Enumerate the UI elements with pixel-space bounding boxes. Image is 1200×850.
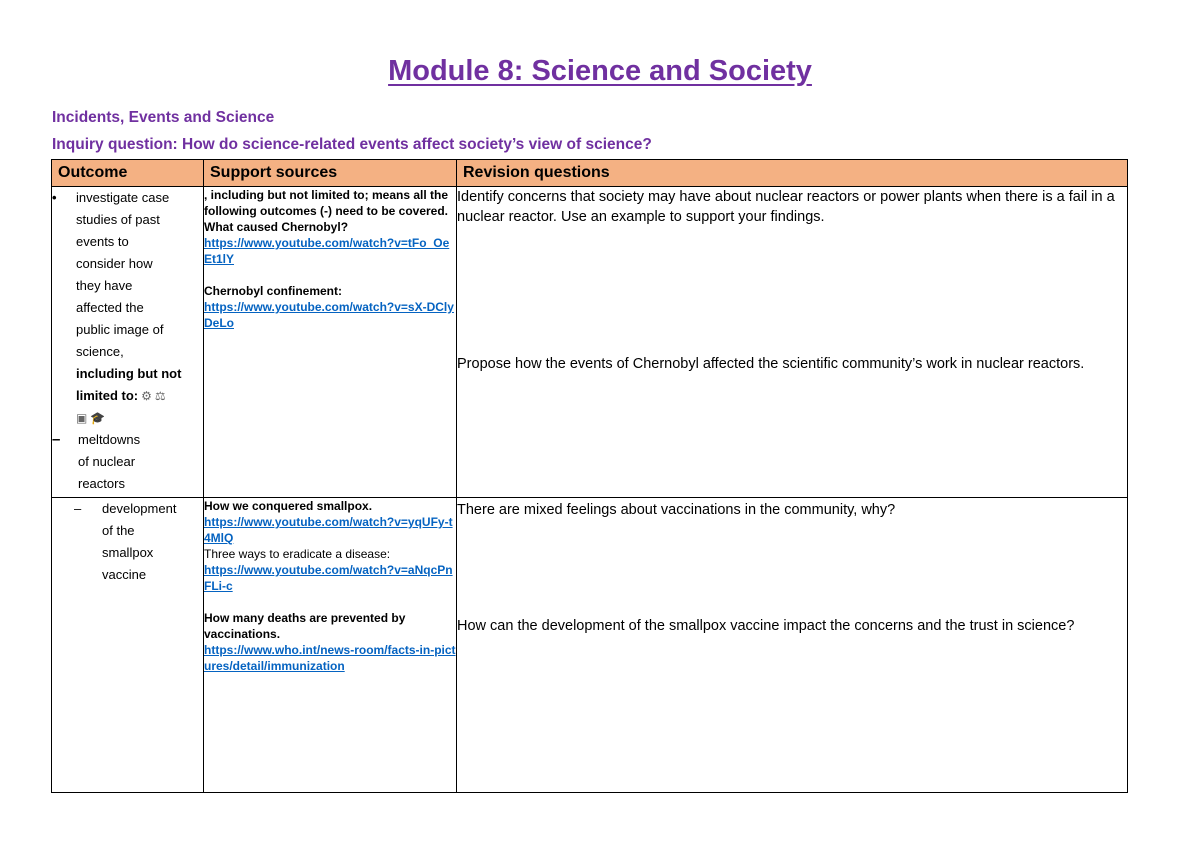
outcome-line: events to (76, 234, 129, 249)
source-label: Three ways to eradicate a disease: (204, 547, 391, 561)
sub-outcome-line: meltdowns (78, 432, 141, 447)
sub-outcome-line: of nuclear (78, 454, 136, 469)
source-link[interactable]: https://www.youtube.com/watch?v=tFo_OeEt1lY (204, 236, 450, 266)
page-title: Module 8: Science and Society (388, 55, 812, 87)
revision-question: How can the development of the smallpox vaccine impact the concerns and the trust in science? (457, 618, 1075, 634)
inquiry-question: Inquiry question: How do science-related events affect society’s view of science? (52, 136, 652, 153)
sub-outcome-line: development (102, 501, 177, 516)
section-subtitle: Incidents, Events and Science (52, 109, 275, 126)
computer-icon: ▣ (76, 411, 88, 425)
revision-question: Propose how the events of Chernobyl affected the scientific community’s work in nuclear reactors. (457, 356, 1085, 372)
outcome-bold-text: limited to: (76, 388, 139, 403)
source-link[interactable]: https://www.who.int/news-room/facts-in-pictures/detail/immunization (204, 643, 456, 673)
outcome-line: consider how (76, 256, 153, 271)
questions-cell (457, 187, 1128, 498)
sub-outcome-text (78, 429, 203, 495)
outcome-text (76, 187, 203, 429)
sub-outcome-line: vaccine (102, 567, 147, 582)
outcome-line: affected the (76, 300, 144, 315)
sub-outcome-line: reactors (78, 476, 125, 491)
source-link[interactable]: https://www.youtube.com/watch?v=sX-DClyDeLo (204, 300, 454, 330)
sub-outcome-line: of the (102, 523, 135, 538)
outcome-cell (52, 498, 204, 793)
revision-question: There are mixed feelings about vaccinations in the community, why? (457, 502, 896, 518)
source-label: What caused Chernobyl? (204, 220, 349, 234)
source-link[interactable]: https://www.youtube.com/watch?v=aNqcPnFLi-c (204, 563, 453, 593)
outcome-cell (52, 187, 204, 498)
dash-marker: – (52, 431, 61, 448)
outcomes-table (51, 159, 1128, 793)
outcome-line-bold-with-icons (76, 385, 203, 407)
questions-cell (457, 498, 1128, 793)
source-link[interactable]: https://www.youtube.com/watch?v=yqUFy-t4MlQ (204, 515, 453, 545)
outcome-line-bold: including but not (76, 366, 182, 381)
scales-icon: ⚖ (154, 389, 166, 403)
header-outcome: Outcome (52, 160, 204, 187)
table-row (52, 187, 1128, 498)
sub-outcome-line: smallpox (102, 545, 154, 560)
outcome-line: science, (76, 344, 124, 359)
table-row (52, 498, 1128, 793)
header-support-sources: Support sources (204, 160, 457, 187)
sources-cell (204, 187, 457, 498)
outcome-line: public image of (76, 322, 164, 337)
dash-marker: – (74, 501, 82, 516)
source-label: How we conquered smallpox. (204, 499, 373, 513)
bullet-marker: • (52, 190, 57, 205)
outcome-line: investigate case (76, 190, 170, 205)
source-label: Chernobyl confinement: (204, 284, 343, 298)
sources-cell (204, 498, 457, 793)
graduation-cap-icon: 🎓 (90, 411, 106, 425)
sources-intro: , including but not limited to; means all the following outcomes (-) need to be covered. (204, 188, 449, 218)
outcome-line: studies of past (76, 212, 160, 227)
outcome-line: they have (76, 278, 133, 293)
header-revision-questions: Revision questions (457, 160, 1128, 187)
revision-question: Identify concerns that society may have about nuclear reactors or power plants when there is a fail in a nuclear reactor. Use an example to support your findings. (457, 189, 1115, 225)
table-header-row (52, 160, 1128, 187)
sub-outcome-text (102, 498, 203, 586)
outcome-icon-line (76, 407, 203, 429)
gear-icon: ⚙ (141, 389, 152, 403)
source-label: How many deaths are prevented by vaccinations. (204, 611, 406, 641)
